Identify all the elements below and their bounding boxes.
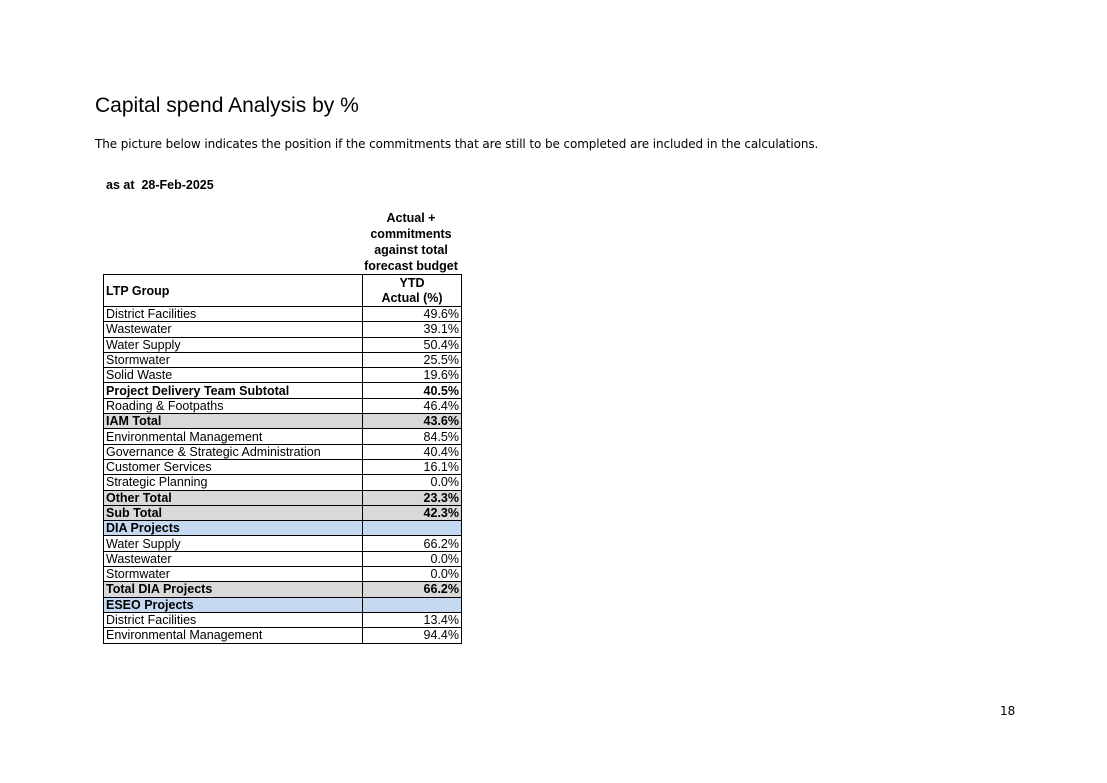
row-label: Stormwater xyxy=(104,352,363,367)
row-label: Total DIA Projects xyxy=(104,582,363,597)
table-row xyxy=(104,414,462,429)
row-label: Roading & Footpaths xyxy=(104,398,363,413)
row-label: Environmental Management xyxy=(104,429,363,444)
row-label: Solid Waste xyxy=(104,368,363,383)
row-label: Stormwater xyxy=(104,567,363,582)
row-value: 0.0% xyxy=(363,475,462,490)
row-label: Sub Total xyxy=(104,505,363,520)
row-value: 66.2% xyxy=(363,536,462,551)
row-label: IAM Total xyxy=(104,414,363,429)
table-row xyxy=(104,368,462,383)
row-label: Project Delivery Team Subtotal xyxy=(104,383,363,398)
table-row xyxy=(104,567,462,582)
table-row xyxy=(104,521,462,536)
row-value: 16.1% xyxy=(363,459,462,474)
table-row xyxy=(104,307,462,322)
row-value xyxy=(363,521,462,536)
table-row xyxy=(104,612,462,627)
row-value: 94.4% xyxy=(363,628,462,643)
table-row xyxy=(104,398,462,413)
table-row xyxy=(104,475,462,490)
row-value: 42.3% xyxy=(363,505,462,520)
column-header-line: commitments xyxy=(370,227,452,241)
row-value: 13.4% xyxy=(363,612,462,627)
table-header-row xyxy=(104,275,462,307)
row-label: Strategic Planning xyxy=(104,475,363,490)
row-value: 66.2% xyxy=(363,582,462,597)
table-row xyxy=(104,536,462,551)
row-value: 50.4% xyxy=(363,337,462,352)
row-label: Water Supply xyxy=(104,536,363,551)
row-label: Customer Services xyxy=(104,459,363,474)
table-row xyxy=(104,505,462,520)
capital-spend-table xyxy=(103,274,462,644)
row-value: 49.6% xyxy=(363,307,462,322)
table-row xyxy=(104,444,462,459)
column-header-line: forecast budget xyxy=(364,259,458,273)
row-label: Other Total xyxy=(104,490,363,505)
row-value: 40.5% xyxy=(363,383,462,398)
table-row xyxy=(104,459,462,474)
table-row xyxy=(104,383,462,398)
row-value: 40.4% xyxy=(363,444,462,459)
as-at-value: 28-Feb-2025 xyxy=(141,178,214,192)
row-label: District Facilities xyxy=(104,612,363,627)
row-value: 39.1% xyxy=(363,322,462,337)
table-row xyxy=(104,551,462,566)
row-value: 25.5% xyxy=(363,352,462,367)
actual-pct-header-line: Actual (%) xyxy=(381,290,443,305)
table-row xyxy=(104,429,462,444)
row-value: 19.6% xyxy=(363,368,462,383)
column-header-line: against total xyxy=(374,243,448,257)
row-label: District Facilities xyxy=(104,307,363,322)
table-row xyxy=(104,322,462,337)
page-number: 18 xyxy=(1000,704,1016,718)
column-header-line: Actual + xyxy=(386,211,436,225)
table-row xyxy=(104,490,462,505)
row-value xyxy=(363,597,462,612)
row-value: 43.6% xyxy=(363,414,462,429)
row-label: Governance & Strategic Administration xyxy=(104,444,363,459)
row-value: 0.0% xyxy=(363,551,462,566)
table-row xyxy=(104,582,462,597)
row-label: Water Supply xyxy=(104,337,363,352)
row-value: 23.3% xyxy=(363,490,462,505)
as-at-date xyxy=(106,178,214,192)
ltp-group-header: LTP Group xyxy=(104,275,363,307)
row-label: ESEO Projects xyxy=(104,597,363,612)
table-row xyxy=(104,337,462,352)
column-header xyxy=(361,210,461,274)
row-value: 84.5% xyxy=(363,429,462,444)
as-at-label: as at xyxy=(106,178,135,192)
table-row xyxy=(104,628,462,643)
table-row xyxy=(104,352,462,367)
row-value: 0.0% xyxy=(363,567,462,582)
row-label: Wastewater xyxy=(104,551,363,566)
ytd-actual-header xyxy=(363,275,462,307)
row-label: DIA Projects xyxy=(104,521,363,536)
page-title: Capital spend Analysis by % xyxy=(95,94,359,117)
table-row xyxy=(104,597,462,612)
intro-paragraph: The picture below indicates the position if the commitments that are still to be completed are included in the calculations. xyxy=(95,137,819,151)
row-value: 46.4% xyxy=(363,398,462,413)
row-label: Wastewater xyxy=(104,322,363,337)
row-label: Environmental Management xyxy=(104,628,363,643)
ytd-header-line: YTD xyxy=(399,275,425,290)
